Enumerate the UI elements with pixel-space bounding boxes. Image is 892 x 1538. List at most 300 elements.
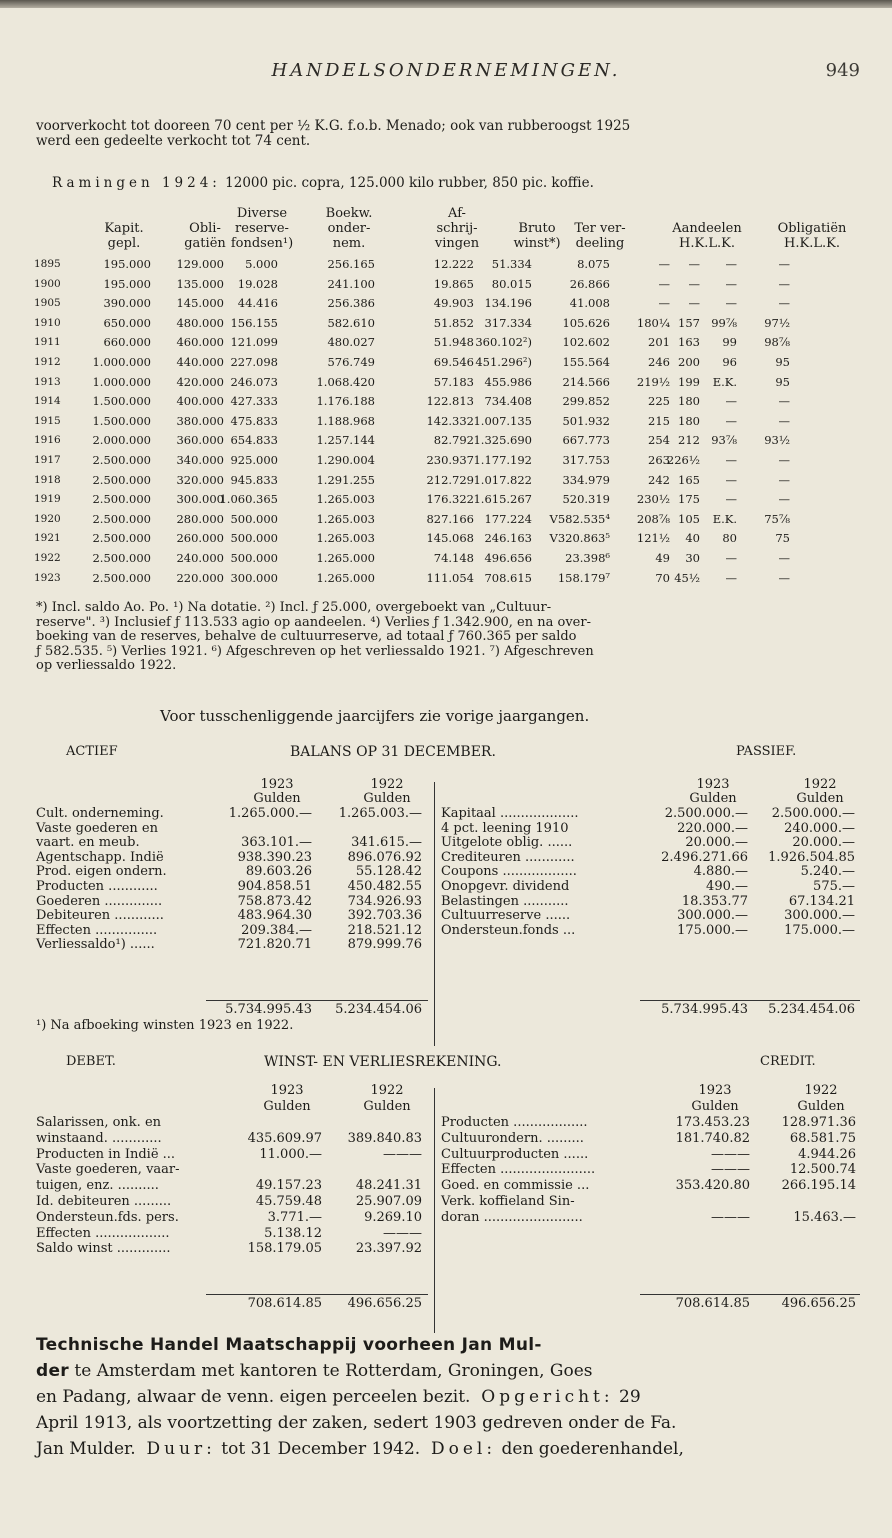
- table-row: [0, 531, 892, 547]
- value-cell: —: [688, 257, 700, 271]
- value-cell: 254: [648, 433, 670, 448]
- value-cell: 320.000: [176, 472, 224, 487]
- value-cell: 263: [648, 453, 670, 467]
- table-row: [0, 414, 892, 430]
- actief-item-label: Debiteuren ............: [36, 908, 164, 924]
- year-cell: 1923: [34, 571, 61, 584]
- debet-item-label: Saldo winst .............: [36, 1241, 171, 1257]
- value-cell: 19.028: [237, 276, 278, 291]
- value-cell: 2.500.000: [92, 551, 151, 565]
- value-cell: 440.000: [176, 355, 224, 369]
- value-cell: 242: [648, 472, 670, 487]
- year-cell: 1915: [34, 414, 61, 427]
- table-header-cell: Ter ver-: [574, 221, 626, 236]
- column-unit: Gulden: [363, 791, 411, 807]
- credit-item-label: Goed. en commissie ...: [441, 1178, 590, 1194]
- doel-value: den goederenhandel,: [496, 1439, 684, 1459]
- credit-item-value-1923: 173.453.23: [675, 1115, 750, 1130]
- value-cell: 98⅞: [764, 335, 790, 350]
- actief-item-value-1923: 904.858.51: [237, 879, 312, 894]
- value-cell: 70: [655, 570, 670, 585]
- value-cell: 80: [722, 531, 737, 546]
- company-paragraph: [36, 1332, 862, 1462]
- value-cell: 1.257.144: [316, 433, 375, 448]
- value-cell: 51.948: [433, 335, 474, 350]
- total-rule: [640, 1000, 860, 1001]
- passief-item-value-1922: 67.134.21: [788, 893, 855, 909]
- debet-item-value-1923: 11.000.—: [259, 1146, 322, 1162]
- value-cell: 2.500.000: [92, 511, 151, 526]
- footnote-line: reserve". ³) Inclusief ƒ 113.533 agio op aandeelen. ⁴) Verlies ƒ 1.342.900, en na over-: [36, 614, 591, 630]
- value-cell: 496.656: [484, 551, 532, 565]
- passief-item-label: Ondersteun.fonds ...: [441, 922, 576, 938]
- value-cell: 667.773: [562, 433, 610, 448]
- value-cell: 155.564: [562, 355, 610, 369]
- table-header-cell: H.K.L.K.: [784, 236, 840, 251]
- value-cell: 317.753: [562, 453, 610, 467]
- value-cell: 99: [722, 335, 737, 350]
- year-cell: 1913: [34, 375, 61, 388]
- value-cell: 40: [685, 531, 700, 546]
- value-cell: 475.833: [230, 413, 278, 428]
- passief-item-value-1922: 300.000.—: [784, 908, 855, 924]
- value-cell: —: [658, 257, 670, 271]
- value-cell: 220.000: [176, 570, 224, 585]
- value-cell: E.K.: [712, 511, 737, 526]
- passief-item-value-1922: 2.500.000.—: [771, 806, 855, 821]
- value-cell: 460.000: [176, 335, 224, 350]
- value-cell: 480.027: [327, 335, 375, 350]
- actief-item-label: vaart. en meub.: [36, 835, 140, 851]
- total-left-1922: 5.234.454.06: [335, 1002, 422, 1017]
- value-cell: 97½: [764, 315, 790, 330]
- value-cell: 135.000: [176, 276, 224, 291]
- credit-item-value-1922: 128.971.36: [781, 1115, 856, 1130]
- value-cell: 256.386: [327, 296, 375, 311]
- debet-item-label: tuigen, enz. ..........: [36, 1178, 159, 1194]
- table-row: [0, 512, 892, 528]
- value-cell: 1.291.255: [316, 472, 375, 487]
- value-cell: 96: [722, 355, 737, 369]
- value-cell: 2.500.000: [92, 453, 151, 467]
- value-cell: 227.098: [230, 355, 278, 369]
- passief-item-label: Onopgevr. dividend: [441, 879, 570, 894]
- year-cell: 1911: [34, 336, 61, 349]
- value-cell: 145.000: [176, 296, 224, 311]
- value-cell: —: [725, 472, 737, 487]
- year-cell: 1910: [34, 316, 61, 329]
- passief-item-value-1923: 20.000.—: [685, 835, 748, 851]
- debet-item-label: Producten in Indië ...: [36, 1146, 176, 1162]
- credit-item-value-1923: 181.740.82: [675, 1130, 750, 1146]
- value-cell: 111.054: [426, 570, 474, 585]
- value-cell: 142.332: [426, 413, 474, 428]
- value-cell: 650.000: [103, 315, 151, 330]
- value-cell: 30: [685, 551, 700, 565]
- value-cell: 8.075: [577, 257, 610, 271]
- table-row: [0, 394, 892, 410]
- value-cell: 134.196: [484, 296, 532, 311]
- year-cell: 1900: [34, 277, 61, 290]
- value-cell: 156.155: [230, 315, 278, 330]
- passief-item-value-1922: 240.000.—: [784, 820, 855, 836]
- actief-item-value-1923: 483.964.30: [237, 908, 312, 924]
- passief-item-value-1922: 20.000.—: [792, 835, 855, 851]
- value-cell: 157: [678, 315, 700, 330]
- running-header: HANDELSONDERNEMINGEN.: [271, 60, 621, 81]
- value-cell: —: [778, 551, 790, 565]
- company-line: [36, 1332, 862, 1358]
- table-row: [0, 453, 892, 469]
- value-cell: 420.000: [176, 374, 224, 389]
- intro-paragraph: [36, 119, 866, 149]
- column-year: 1922: [803, 776, 837, 792]
- year-cell: 1919: [34, 493, 61, 506]
- value-cell: 121.099: [230, 335, 278, 350]
- table-header-cell: winst*): [513, 236, 561, 251]
- value-cell: 299.852: [562, 394, 610, 409]
- table-header-cell: gatiën: [184, 236, 226, 251]
- value-cell: 2.000.000: [92, 433, 151, 448]
- actief-item-value-1922: 341.615.—: [351, 835, 422, 851]
- actief-item-value-1922: 879.999.76: [347, 937, 422, 953]
- ramingen-text: 12000 pic. copra, 125.000 kilo rubber, 850 pic. koffie.: [225, 175, 594, 191]
- value-cell: 1.176.188: [316, 394, 375, 409]
- value-cell: —: [658, 296, 670, 311]
- value-cell: 1.615.267: [473, 492, 532, 507]
- debet-item-value-1922: ———: [383, 1225, 422, 1241]
- passief-item-label: Belastingen ...........: [441, 893, 569, 909]
- value-cell: —: [778, 492, 790, 507]
- table-row: [0, 551, 892, 567]
- passief-item-value-1923: 4.880.—: [693, 864, 748, 880]
- value-cell: 75⅞: [764, 511, 790, 526]
- value-cell: 246.073: [230, 374, 278, 389]
- value-cell: 925.000: [230, 453, 278, 467]
- value-cell: 195.000: [103, 257, 151, 271]
- credit-item-value-1922: 15.463.—: [793, 1209, 856, 1225]
- actief-item-label: Agentschapp. Indië: [36, 849, 164, 865]
- value-cell: 246.163: [484, 531, 532, 546]
- value-cell: 129.000: [176, 257, 224, 271]
- value-cell: 246: [648, 355, 670, 369]
- value-cell: 1.290.004: [316, 453, 375, 467]
- value-cell: 26.866: [569, 276, 610, 291]
- value-cell: 215: [648, 413, 670, 428]
- table-row: [0, 257, 892, 273]
- table-header-cell: onder-: [327, 221, 371, 236]
- tussen-note: Voor tusschenliggende jaarcijfers zie vorige jaargangen.: [160, 707, 590, 725]
- value-cell: 945.833: [230, 472, 278, 487]
- credit-item-label: doran ........................: [441, 1209, 583, 1225]
- value-cell: 199: [678, 374, 700, 389]
- actief-item-value-1922: 392.703.36: [347, 908, 422, 924]
- debet-item-value-1923: 3.771.—: [267, 1209, 322, 1225]
- value-cell: —: [725, 551, 737, 565]
- year-cell: 1916: [34, 434, 61, 447]
- column-unit: Gulden: [689, 791, 737, 807]
- value-cell: 300.000: [230, 570, 278, 585]
- credit-item-value-1923: ———: [711, 1209, 750, 1225]
- actief-item-value-1922: 896.076.92: [347, 849, 422, 865]
- value-cell: 230.937: [426, 453, 474, 467]
- total-right-1923: 5.734.995.43: [661, 1002, 748, 1017]
- passief-item-value-1922: 5.240.—: [800, 864, 855, 880]
- value-cell: 317.334: [484, 315, 532, 330]
- value-cell: 19.865: [433, 276, 474, 291]
- table-header-cell: Af-: [448, 206, 466, 221]
- debet-item-value-1922: 389.840.83: [347, 1130, 422, 1146]
- total-rule: [640, 1294, 860, 1295]
- debet-item-label: Ondersteun.fds. pers.: [36, 1209, 179, 1225]
- value-cell: 240.000: [176, 551, 224, 565]
- table-row: [0, 492, 892, 508]
- year-cell: 1918: [34, 473, 61, 486]
- column-year: 1923: [696, 776, 730, 792]
- year-cell: 1922: [34, 552, 61, 564]
- value-cell: —: [725, 492, 737, 507]
- table-header-cell: deeling: [575, 236, 625, 251]
- company-text: Jan Mulder.: [36, 1439, 136, 1459]
- value-cell: 1.265.003: [316, 492, 375, 507]
- year-cell: 1905: [34, 297, 61, 310]
- passief-item-value-1923: 220.000.—: [677, 820, 748, 836]
- column-unit: Gulden: [253, 791, 301, 807]
- credit-item-value-1923: ———: [711, 1146, 750, 1162]
- debet-item-value-1923: 5.138.12: [264, 1225, 322, 1241]
- value-cell: 82.792: [433, 433, 474, 448]
- value-cell: 400.000: [176, 394, 224, 409]
- value-cell: 1.000.000: [92, 355, 151, 369]
- debet-item-value-1923: 435.609.97: [247, 1130, 322, 1146]
- value-cell: 2.500.000: [92, 472, 151, 487]
- value-cell: —: [778, 394, 790, 409]
- value-cell: 500.000: [230, 531, 278, 546]
- passief-item-label: Crediteuren ............: [441, 849, 575, 865]
- value-cell: —: [725, 570, 737, 585]
- value-cell: —: [725, 296, 737, 311]
- scan-top-edge: [0, 0, 892, 8]
- divider-line: [434, 782, 435, 1046]
- value-cell: 93⅞: [711, 433, 737, 448]
- column-year: 1922: [370, 776, 404, 792]
- value-cell: —: [688, 296, 700, 311]
- value-cell: 500.000: [230, 511, 278, 526]
- section-title: BALANS OP 31 DECEMBER.: [290, 744, 496, 760]
- passief-item-label: 4 pct. leening 1910: [441, 820, 569, 836]
- actief-item-value-1922: 55.128.42: [355, 864, 422, 880]
- actief-item-label: Producten ............: [36, 879, 158, 894]
- debet-item-label: Effecten ..................: [36, 1225, 170, 1241]
- credit-item-value-1922: 4.944.26: [798, 1146, 856, 1162]
- debet-item-label: Id. debiteuren .........: [36, 1194, 172, 1209]
- value-cell: 1.177.192: [473, 453, 532, 467]
- value-cell: —: [725, 413, 737, 428]
- column-year: 1922: [370, 1083, 404, 1099]
- actief-item-value-1922: 450.482.55: [347, 879, 422, 894]
- value-cell: 360.102²): [475, 335, 532, 350]
- actief-item-label: Prod. eigen ondern.: [36, 864, 167, 880]
- company-text: te Amsterdam met kantoren te Rotterdam, Groningen, Goes: [68, 1361, 593, 1381]
- value-cell: —: [778, 570, 790, 585]
- value-cell: 49.903: [433, 296, 474, 311]
- value-cell: 480.000: [176, 315, 224, 330]
- actief-item-value-1923: 1.265.000.—: [228, 806, 312, 821]
- value-cell: 226½: [666, 453, 700, 467]
- value-cell: 41.008: [569, 296, 610, 311]
- value-cell: —: [778, 453, 790, 467]
- divider-line: [434, 1088, 435, 1333]
- table-header-cell: Diverse: [236, 206, 288, 221]
- table-header-cell: nem.: [332, 236, 366, 251]
- passief-item-value-1922: 1.926.504.85: [768, 849, 855, 865]
- value-cell: 175: [678, 492, 700, 507]
- value-cell: —: [658, 276, 670, 291]
- credit-item-value-1923: ———: [711, 1162, 750, 1178]
- value-cell: 145.068: [426, 531, 474, 546]
- footnote-line: ƒ 582.535. ⁵) Verlies 1921. ⁶) Afgeschreven op het verliessaldo 1921. ⁷) Afgeschreven: [36, 643, 594, 659]
- value-cell: 280.000: [176, 511, 224, 526]
- balance-sheet: [0, 745, 892, 1045]
- table-header-cell: reserve-: [235, 221, 289, 236]
- value-cell: 180: [678, 394, 700, 409]
- section-left-title: ACTIEF: [66, 744, 118, 759]
- passief-item-value-1922: 175.000.—: [784, 922, 855, 938]
- passief-item-value-1923: 18.353.77: [681, 893, 748, 909]
- table-header-cell: vingen: [434, 236, 480, 251]
- debet-item-label: Vaste goederen, vaar-: [36, 1162, 180, 1178]
- year-cell: 1914: [34, 395, 61, 408]
- table-row: [0, 316, 892, 332]
- year-cell: 1921: [34, 532, 61, 545]
- opgericht-label: Opgericht:: [481, 1387, 614, 1407]
- passief-item-value-1922: 575.—: [813, 879, 855, 894]
- duur-value: tot 31 December 1942.: [215, 1439, 421, 1459]
- value-cell: 105.626: [562, 315, 610, 330]
- footnote-line: *) Incl. saldo Ao. Po. ¹) Na dotatie. ²) Incl. ƒ 25.000, overgeboekt van „Cultuur-: [36, 600, 552, 615]
- value-cell: E.K.: [712, 374, 737, 389]
- column-year: 1923: [260, 776, 294, 792]
- footnote-line: boeking van de reserves, behalve de cultuurreserve, ad totaal ƒ 760.365 per saldo: [36, 629, 577, 645]
- value-cell: —: [778, 276, 790, 291]
- table-row: [0, 355, 892, 371]
- value-cell: 225: [648, 394, 670, 409]
- table-header-cell: Bruto: [518, 221, 556, 236]
- table-row: [0, 335, 892, 351]
- credit-item-label: Effecten .......................: [441, 1162, 596, 1178]
- doel-label: Doel:: [431, 1439, 497, 1459]
- intro-line: werd een gedeelte verkocht tot 74 cent.: [36, 133, 311, 149]
- value-cell: 51.852: [433, 315, 474, 330]
- table-row: [0, 296, 892, 312]
- column-year: 1923: [698, 1083, 732, 1099]
- year-cell: 1912: [34, 356, 61, 368]
- value-cell: 177.224: [484, 511, 532, 526]
- value-cell: 95: [775, 374, 790, 389]
- value-cell: —: [778, 472, 790, 487]
- value-cell: 99⅞: [711, 315, 737, 330]
- actief-item-label: Verliessaldo¹) ......: [36, 937, 155, 953]
- credit-item-label: Producten ..................: [441, 1115, 588, 1130]
- debet-item-value-1923: 45.759.48: [255, 1194, 322, 1209]
- value-cell: 69.546: [433, 355, 474, 369]
- section-right-title: CREDIT.: [760, 1054, 816, 1069]
- value-cell: 1.188.968: [316, 413, 375, 428]
- value-cell: 122.813: [426, 394, 474, 409]
- value-cell: 520.319: [562, 492, 610, 507]
- value-cell: —: [778, 413, 790, 428]
- profit-loss-account: [0, 1055, 892, 1320]
- value-cell: 212: [678, 433, 700, 448]
- value-cell: 201: [648, 335, 670, 350]
- value-cell: 334.979: [562, 472, 610, 487]
- value-cell: V320.863⁵: [549, 531, 610, 546]
- value-cell: 2.500.000: [92, 570, 151, 585]
- value-cell: 1.500.000: [92, 394, 151, 409]
- value-cell: —: [725, 257, 737, 271]
- value-cell: 734.408: [484, 394, 532, 409]
- opgericht-value: 29: [613, 1387, 641, 1407]
- value-cell: 80.015: [491, 276, 532, 291]
- value-cell: 1.060.365: [219, 492, 278, 507]
- value-cell: 180: [678, 413, 700, 428]
- value-cell: 23.398⁶: [565, 551, 610, 565]
- total-left-1922: 496.656.25: [347, 1296, 422, 1311]
- table-header-cell: Kapit.: [104, 221, 144, 236]
- table-header-cell: Boekw.: [325, 206, 373, 221]
- actief-item-value-1923: 721.820.71: [237, 937, 312, 953]
- value-cell: V582.535⁴: [549, 511, 610, 526]
- column-unit: Gulden: [691, 1099, 739, 1115]
- intro-line: voorverkocht tot dooreen 70 cent per ½ K.G. f.o.b. Menado; ook van rubberoogst 1925: [36, 118, 631, 134]
- actief-item-value-1923: 363.101.—: [241, 835, 312, 851]
- section-right-title: PASSIEF.: [736, 744, 797, 759]
- debet-item-label: Salarissen, onk. en: [36, 1115, 162, 1130]
- debet-item-value-1922: ———: [383, 1146, 422, 1162]
- value-cell: 200: [678, 355, 700, 369]
- value-cell: 1.068.420: [316, 374, 375, 389]
- value-cell: 176.322: [426, 492, 474, 507]
- value-cell: 1.265.000: [316, 551, 375, 565]
- value-cell: 1.007.135: [473, 413, 532, 428]
- credit-item-label: Cultuurondern. .........: [441, 1130, 584, 1146]
- table-row: [0, 433, 892, 449]
- value-cell: 165: [678, 472, 700, 487]
- debet-item-label: winstaand. ............: [36, 1130, 162, 1146]
- history-table: [0, 206, 892, 601]
- value-cell: 95: [775, 355, 790, 369]
- value-cell: 1.017.822: [473, 472, 532, 487]
- value-cell: 300.000: [176, 492, 224, 507]
- passief-item-value-1923: 300.000.—: [677, 908, 748, 924]
- value-cell: 501.932: [562, 413, 610, 428]
- company-line: [36, 1410, 862, 1436]
- duur-label: Duur:: [146, 1439, 216, 1459]
- total-right-1922: 5.234.454.06: [768, 1002, 855, 1017]
- value-cell: 57.183: [433, 374, 474, 389]
- column-unit: Gulden: [797, 1099, 845, 1115]
- value-cell: 451.296²): [475, 355, 532, 369]
- value-cell: 230½: [636, 492, 670, 507]
- total-left-1923: 708.614.85: [247, 1296, 322, 1311]
- total-left-1923: 5.734.995.43: [225, 1002, 312, 1017]
- table-row: [0, 571, 892, 587]
- company-name: Technische Handel Maatschappij voorheen Jan Mul-: [36, 1335, 542, 1355]
- value-cell: 455.986: [484, 374, 532, 389]
- actief-item-value-1923: 938.390.23: [237, 849, 312, 865]
- table-header-cell: H.K.L.K.: [679, 236, 735, 251]
- value-cell: —: [688, 276, 700, 291]
